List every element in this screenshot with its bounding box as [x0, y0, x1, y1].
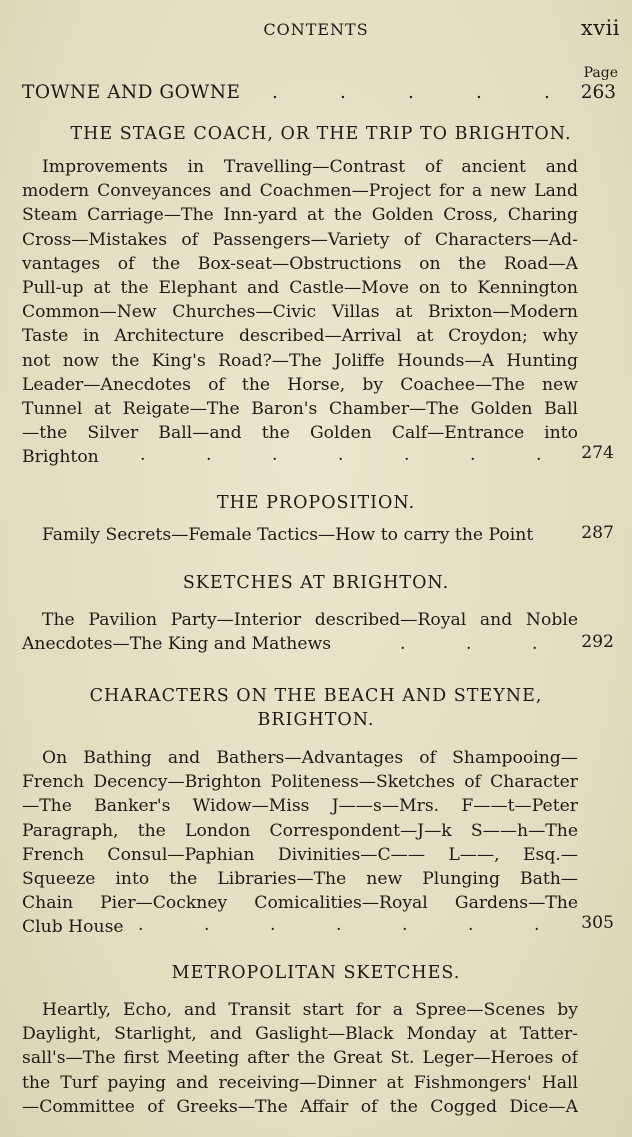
description-line: Heartly, Echo, and Transit start for a Spree—Scenes by [42, 1000, 578, 1020]
entry-page-number: 305 [581, 913, 614, 933]
description-line: not now the King's Road?—The Joliffe Hounds—A Hunting [22, 350, 578, 371]
heading-line: CHARACTERS ON THE BEACH AND STEYNE, [89, 686, 543, 706]
description-line: Steam Carriage—The Inn-yard at the Golden Cross, Charing [22, 205, 578, 226]
description-line: sall's—The first Meeting after the Great St. Leger—Heroes of [22, 1048, 578, 1069]
description-line: On Bathing and Bathers—Advantages of Shampooing— [42, 748, 578, 768]
description-line: —Committee of Greeks—The Affair of the Cogged Dice—A [22, 1096, 578, 1117]
description-line: Club House [22, 917, 124, 938]
section-heading-proposition: THE PROPOSITION. [216, 493, 416, 513]
description-line: Anecdotes—The King and Mathews [22, 634, 332, 655]
description-line: —The Banker's Widow—Miss J——s—Mrs. F——t—Peter [22, 796, 578, 817]
description-line: Paragraph, the London Correspondent—J—k S——h—The [22, 820, 578, 841]
heading-line: BRIGHTON. [257, 710, 375, 730]
section-heading-sketches-at-brighton: SKETCHES AT BRIGHTON. [182, 573, 450, 593]
toc-entry-towne-and-gowne [22, 82, 616, 103]
folio-number: xvii [580, 16, 620, 40]
leader-dots: . . . . . [272, 82, 550, 103]
description-line: Improvements in Travelling—Contrast of ancient and [42, 157, 578, 177]
description-line: Taste in Architecture described—Arrival at Croydon; why [22, 326, 578, 347]
leader-dots: . . . . . . . [138, 915, 540, 935]
description-line: Tunnel at Reigate—The Baron's Chamber—The Golden Ball [22, 399, 578, 420]
leader-dots: . . . [400, 634, 538, 654]
description-line: Cross—Mistakes of Passengers—Variety of Characters—Ad- [22, 229, 578, 250]
entry-title: TOWNE AND GOWNE [22, 82, 241, 103]
description-line: Chain Pier—Cockney Comicalities—Royal Gardens—The [22, 893, 578, 914]
section-description-proposition [22, 523, 562, 547]
section-description-characters-beach [22, 746, 578, 940]
description-line: Daylight, Starlight, and Gaslight—Black Monday at Tatter- [22, 1024, 578, 1045]
description-line: Leader—Anecdotes of the Horse, by Coachee—The new [22, 374, 578, 395]
section-description-metropolitan-sketches [22, 998, 578, 1119]
description-line: modern Conveyances and Coachmen—Project for a new Land [22, 181, 578, 202]
description-line: vantages of the Box-seat—Obstructions on the Road—A [22, 253, 578, 274]
description-line: —the Silver Ball—and the Golden Calf—Entrance into [22, 423, 578, 444]
description-line: Common—New Churches—Civic Villas at Brixton—Modern [22, 302, 578, 323]
section-heading-stage-coach: THE STAGE COACH, OR THE TRIP TO BRIGHTON. [70, 124, 572, 144]
description-line: Family Secrets—Female Tactics—How to carry the Point [42, 525, 534, 545]
entry-page-number: 287 [581, 523, 614, 543]
entry-page-number: 263 [580, 82, 616, 103]
description-line: Brighton [22, 447, 99, 468]
entry-page-number: 292 [581, 632, 614, 652]
description-line: The Pavilion Party—Interior described—Royal and Noble [42, 610, 578, 630]
leader-dots: . . . . . . . [140, 445, 542, 465]
description-line: Pull-up at the Elephant and Castle—Move on to Kennington [22, 278, 578, 299]
page-column-label: Page [583, 65, 618, 81]
running-head [0, 18, 632, 42]
entry-page-number: 274 [581, 443, 614, 463]
description-line: Squeeze into the Libraries—The new Plunging Bath— [22, 869, 578, 890]
description-line: the Turf paying and receiving—Dinner at Fishmongers' Hall [22, 1072, 578, 1093]
section-heading-characters-beach [0, 684, 632, 732]
running-title: CONTENTS [263, 20, 369, 39]
description-line: French Decency—Brighton Politeness—Sketches of Character [22, 772, 578, 793]
section-heading-metropolitan-sketches: METROPOLITAN SKETCHES. [171, 963, 461, 983]
description-line: French Consul—Paphian Divinities—C—— L——, Esq.— [22, 844, 578, 865]
section-description-stage-coach [22, 155, 578, 470]
